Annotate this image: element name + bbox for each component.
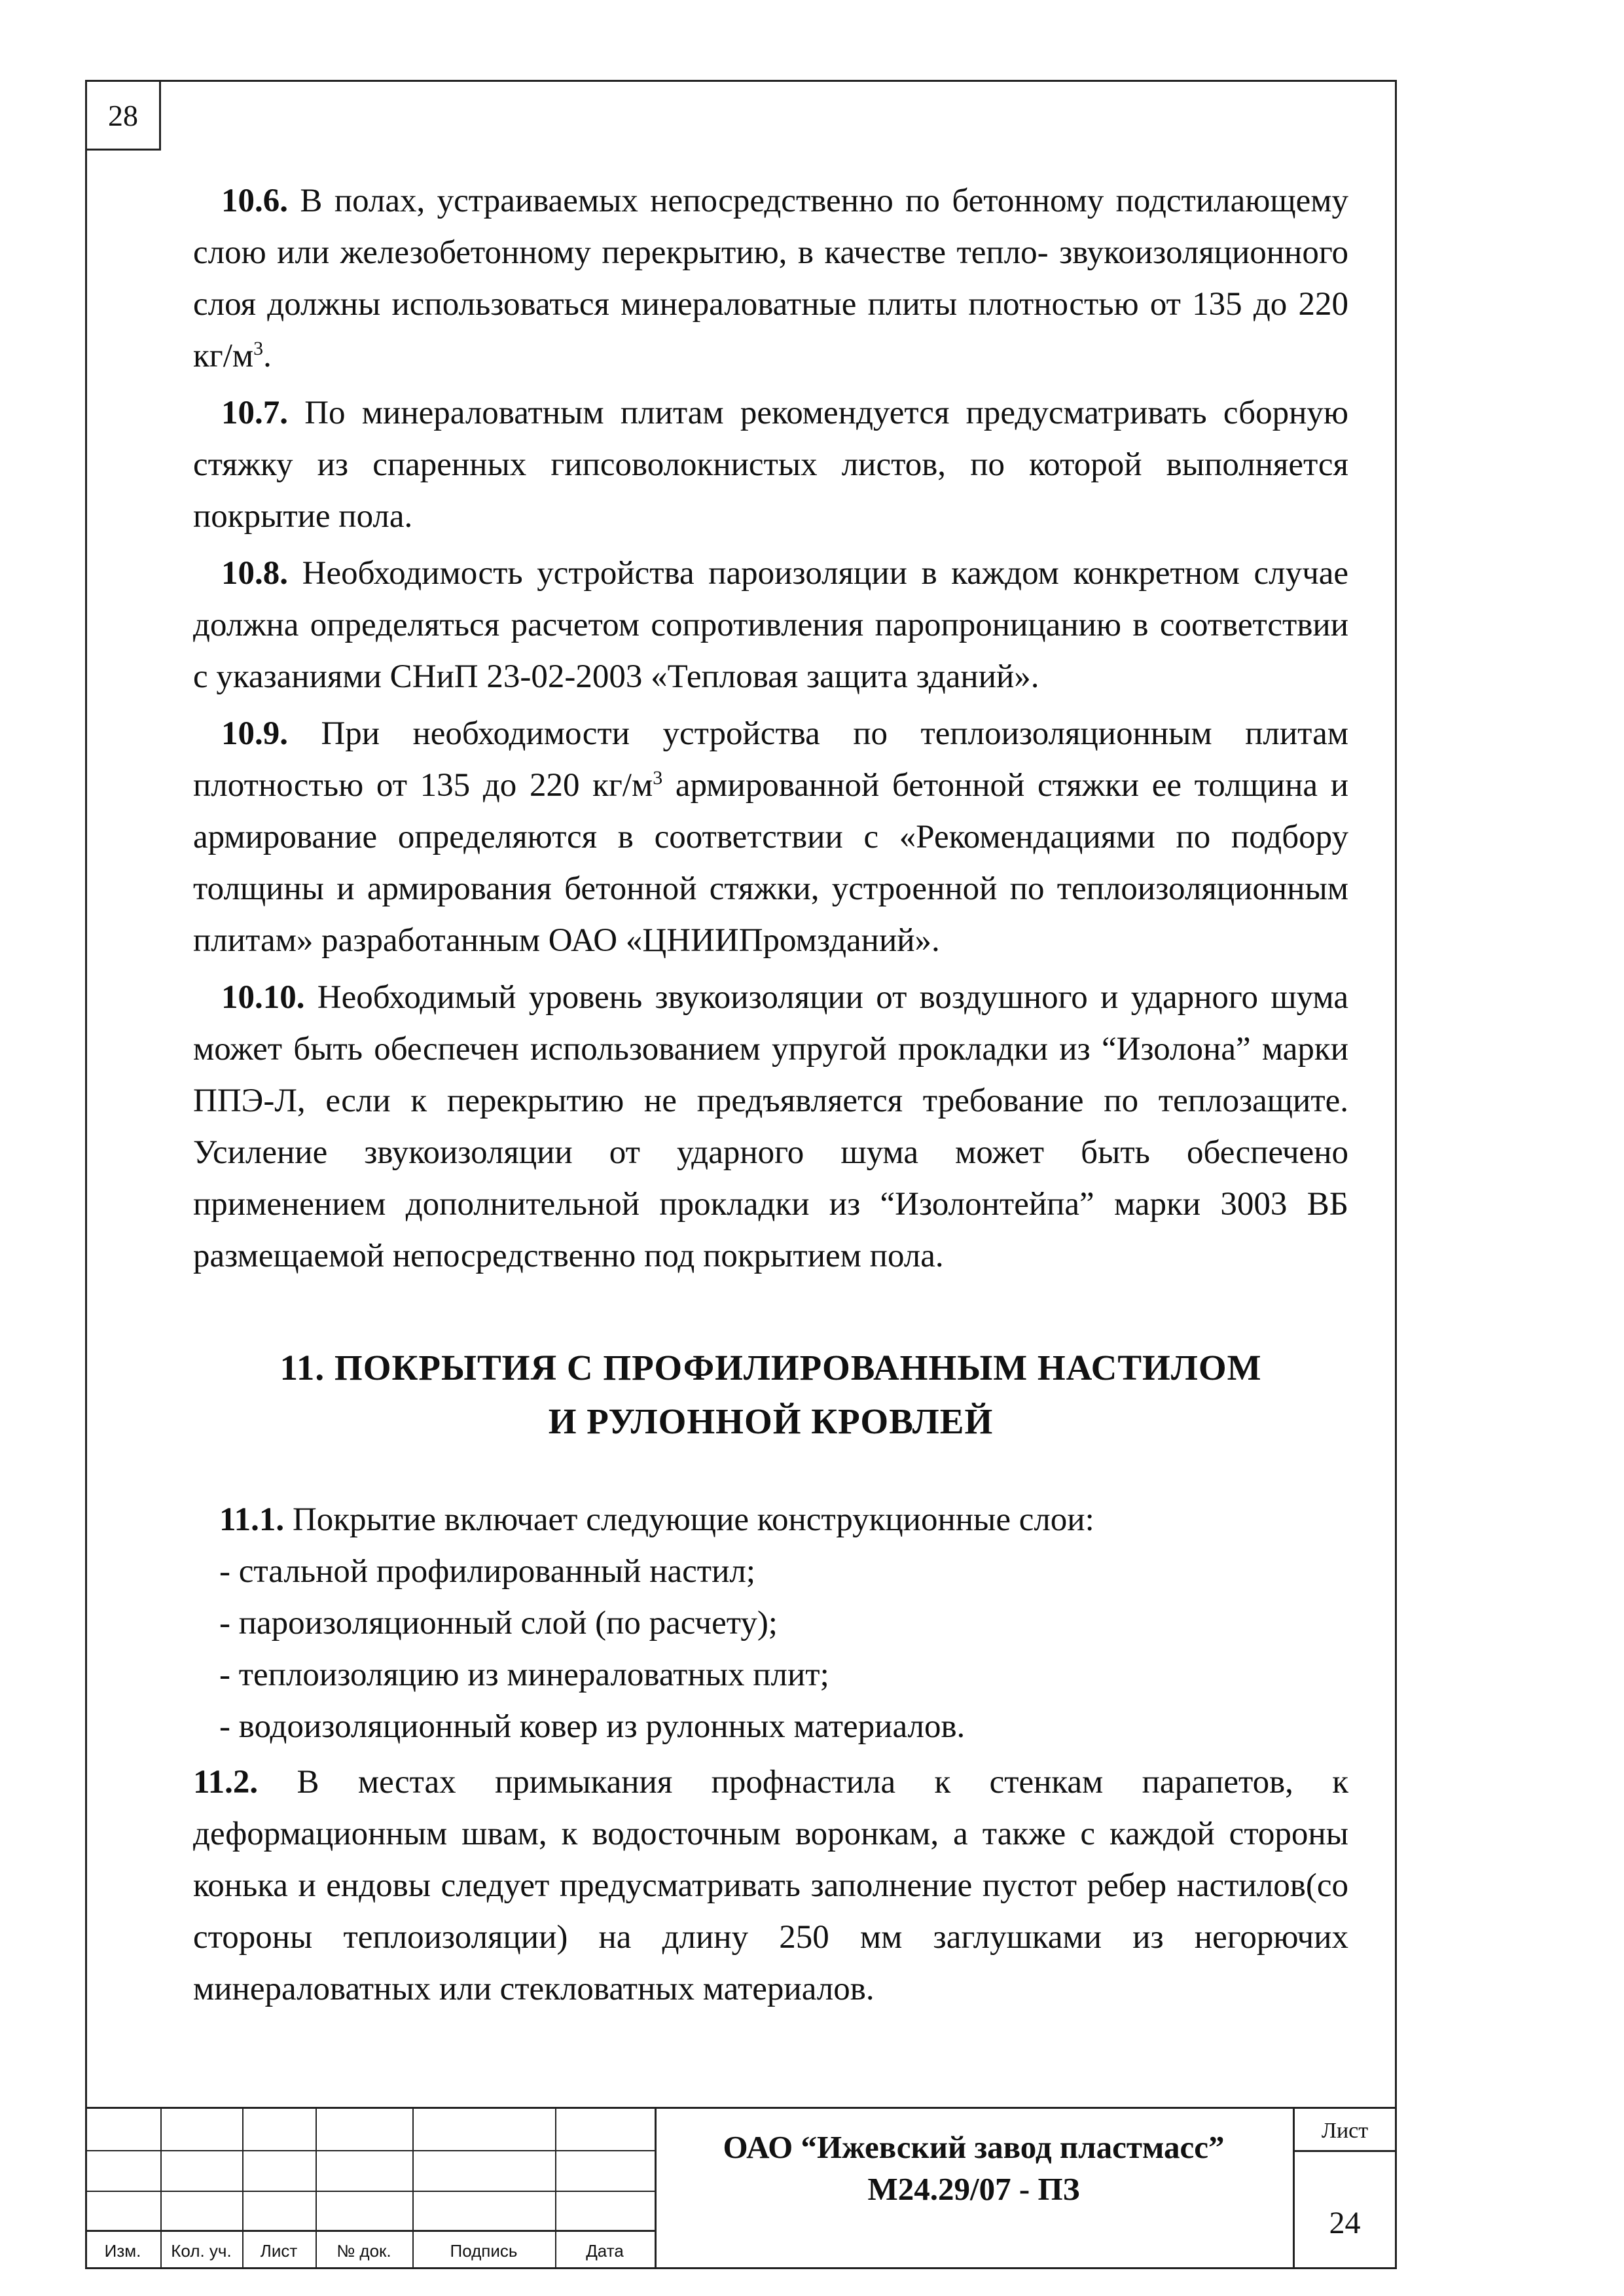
clause-text: В местах примыкания профнастила к стенкам парапетов, к деформационным швам, к водосточным воронкам, а также с каждой стороны конька и ендовы следует предусматривать заполнение пустот ребер настилов(со стороны теплоизоляции) на длину 250 мм заглушками из негорючих минераловатных или стекловатных материалов. xyxy=(193,1764,1348,2007)
clause-text: Покрытие включает следующие конструкционные слои: xyxy=(284,1501,1094,1538)
sheet-label: Лист xyxy=(1321,2119,1369,2143)
list-item: - пароизоляционный слой (по расчету); xyxy=(219,1605,778,1641)
label-list: Лист xyxy=(260,2241,298,2261)
heading-line-2: И РУЛОННОЙ КРОВЛЕЙ xyxy=(548,1401,994,1441)
label-signature: Подпись xyxy=(450,2241,518,2261)
clause-text: В полах, устраиваемых непосредственно по бетонному подстилающему слою или железобетонному перекрытию, в качестве тепло- звукоизоляционного слоя должны использоваться минераловатные плиты плотностью от 135 до 220 кг/м xyxy=(193,183,1348,374)
title-block xyxy=(85,2107,1397,2269)
paragraph-10-9 xyxy=(193,708,1348,967)
paragraph-11-2 xyxy=(193,1757,1348,2015)
section-heading xyxy=(193,1341,1348,1448)
clause-text: По минераловатным плитам рекомендуется предусматривать сборную стяжку из спаренных гипсоволокнистых листов, по которой выполняется покрытие пола. xyxy=(193,395,1348,535)
list-item: - теплоизоляцию из минераловатных плит; xyxy=(219,1657,829,1693)
paragraph-11-1 xyxy=(193,1494,1348,1546)
clause-number: 10.9. xyxy=(221,715,288,752)
label-izm: Изм. xyxy=(104,2241,141,2261)
clause-text-end: армированной бетонной стяжки ее толщина и армирование определяются в соответствии с «Рекомендациями по подбору толщины и армирования бетонной стяжки, устроенной по теплоизоляционным плитам» разработанным ОАО «ЦНИИПромзданий». xyxy=(193,767,1348,959)
document-code: М24.29/07 - ПЗ xyxy=(867,2171,1080,2207)
clause-text: Необходимость устройства пароизоляции в каждом конкретном случае должна определяться расчетом сопротивления паропроницанию в соответствии с указаниями СНиП 23-02-2003 «Тепловая защита зданий». xyxy=(193,555,1348,695)
label-doc-number: № док. xyxy=(336,2241,391,2261)
label-kol-uch: Кол. уч. xyxy=(171,2241,232,2261)
list-item: - водоизоляционный ковер из рулонных материалов. xyxy=(219,1708,965,1745)
clause-text: Необходимый уровень звукоизоляции от воздушного и ударного шума может быть обеспечен использованием упругой прокладки из “Изолона” марки ППЭ-Л, если к перекрытию не предъявляется требование по теплозащите. Усиление звукоизоляции от ударного шума может быть обеспечено применением дополнительной прокладки из “Изолонтейпа” марки 3003 ВБ размещаемой непосредственно под покрытием пола. xyxy=(193,979,1348,1274)
clause-number: 10.7. xyxy=(221,395,288,431)
title-block-heading xyxy=(655,2126,1293,2210)
clause-number: 10.10. xyxy=(221,979,305,1016)
heading-line-1: 11. ПОКРЫТИЯ С ПРОФИЛИРОВАННЫМ НАСТИЛОМ xyxy=(280,1348,1262,1388)
page-number: 28 xyxy=(108,98,138,132)
list-item: - стальной профилированный настил; xyxy=(219,1553,755,1590)
clause-number: 11.1. xyxy=(219,1501,285,1538)
document-body xyxy=(193,175,1348,2015)
page-number-box xyxy=(85,80,161,151)
paragraph-10-8 xyxy=(193,548,1348,703)
paragraph-10-6 xyxy=(193,175,1348,382)
paragraph-10-10 xyxy=(193,972,1348,1282)
superscript: 3 xyxy=(653,767,663,789)
clause-text-end: . xyxy=(263,338,272,374)
clause-text: При необходимости устройства по теплоизоляционным плитам плотностью от 135 до 220 кг/м xyxy=(193,715,1348,804)
superscript: 3 xyxy=(253,338,264,359)
label-date: Дата xyxy=(586,2241,624,2261)
clause-number: 10.8. xyxy=(221,555,288,592)
clause-number: 10.6. xyxy=(221,183,288,219)
paragraph-10-7 xyxy=(193,387,1348,543)
organization-name: ОАО “Ижевский завод пластмасс” xyxy=(723,2129,1225,2165)
clause-number: 11.2. xyxy=(193,1764,259,1801)
sheet-number: 24 xyxy=(1329,2206,1361,2240)
